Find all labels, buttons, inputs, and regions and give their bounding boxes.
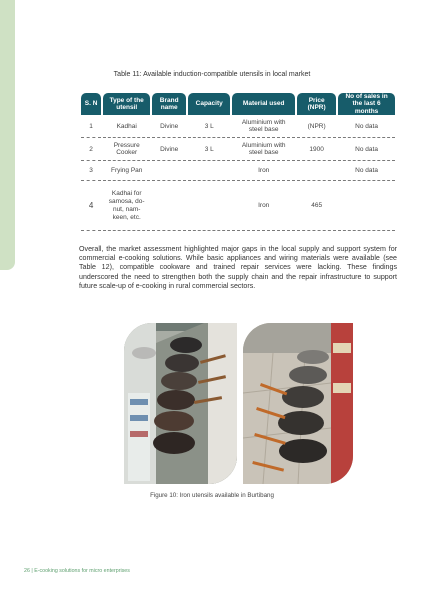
cell-price: 1900 [297,138,336,161]
cell-capacity: 3 L [188,115,230,138]
header-capacity: Capacity [188,93,230,115]
cell-sales: No data [338,115,395,138]
cell-capacity [188,181,230,231]
cell-sn: 4 [81,181,101,231]
header-brand: Brand name [152,93,186,115]
cell-price [297,161,336,181]
table-header-row [81,93,395,115]
header-sn: S. N [81,93,101,115]
cell-type: Kadhai for samosa, do-nut, nam-keen, etc. [103,181,150,231]
utensils-photo-right [243,323,353,484]
cell-type: Kadhai [103,115,150,138]
cell-brand [152,181,186,231]
cell-capacity: 3 L [188,138,230,161]
cell-brand: Divine [152,115,186,138]
cell-sales [338,181,395,231]
utensils-photo-left [124,323,237,484]
table-caption: Table 11: Available induction-compatible utensils in local market [113,71,311,78]
cell-sn: 3 [81,161,101,181]
utensils-table [79,93,397,231]
cell-price: (NPR) [297,115,336,138]
cell-material: Aluminium with steel base [232,138,295,161]
cell-material: Iron [232,161,295,181]
header-price: Price (NPR) [297,93,336,115]
header-material: Material used [232,93,295,115]
cell-material: Iron [232,181,295,231]
table-row [81,181,395,231]
cell-sn: 1 [81,115,101,138]
cell-sn: 2 [81,138,101,161]
table-row [81,138,395,161]
cell-material: Aluminium with steel base [232,115,295,138]
cell-type: Frying Pan [103,161,150,181]
side-accent-strip [0,0,15,270]
cell-brand [152,161,186,181]
cell-sales: No data [338,161,395,181]
cell-type: Pressure Cooker [103,138,150,161]
figure-caption: Figure 10: Iron utensils available in Burtibang [150,492,274,499]
cell-brand: Divine [152,138,186,161]
header-utensil-type: Type of the utensil [103,93,150,115]
floor-pans-illustration [243,323,353,484]
cell-sales: No data [338,138,395,161]
table-row [81,115,395,138]
header-sales: No of sales in the last 6 months [338,93,395,115]
cell-price: 465 [297,181,336,231]
page-footer: 26 | E-cooking solutions for micro enterprises [24,568,130,574]
summary-paragraph: Overall, the market assessment highlighted major gaps in the local supply and support system for commercial e-cooking solutions. While basic appliances and wiring materials were available (see Table 12), compatible cookware and trained repair services were lacking. These findings underscored the need to strengthen both the supply chain and the repair infrastructure to support future scale-up of e-cooking in rural commercial sectors. [79,245,397,290]
cell-capacity [188,161,230,181]
shelf-pans-illustration [124,323,237,484]
table-row [81,161,395,181]
